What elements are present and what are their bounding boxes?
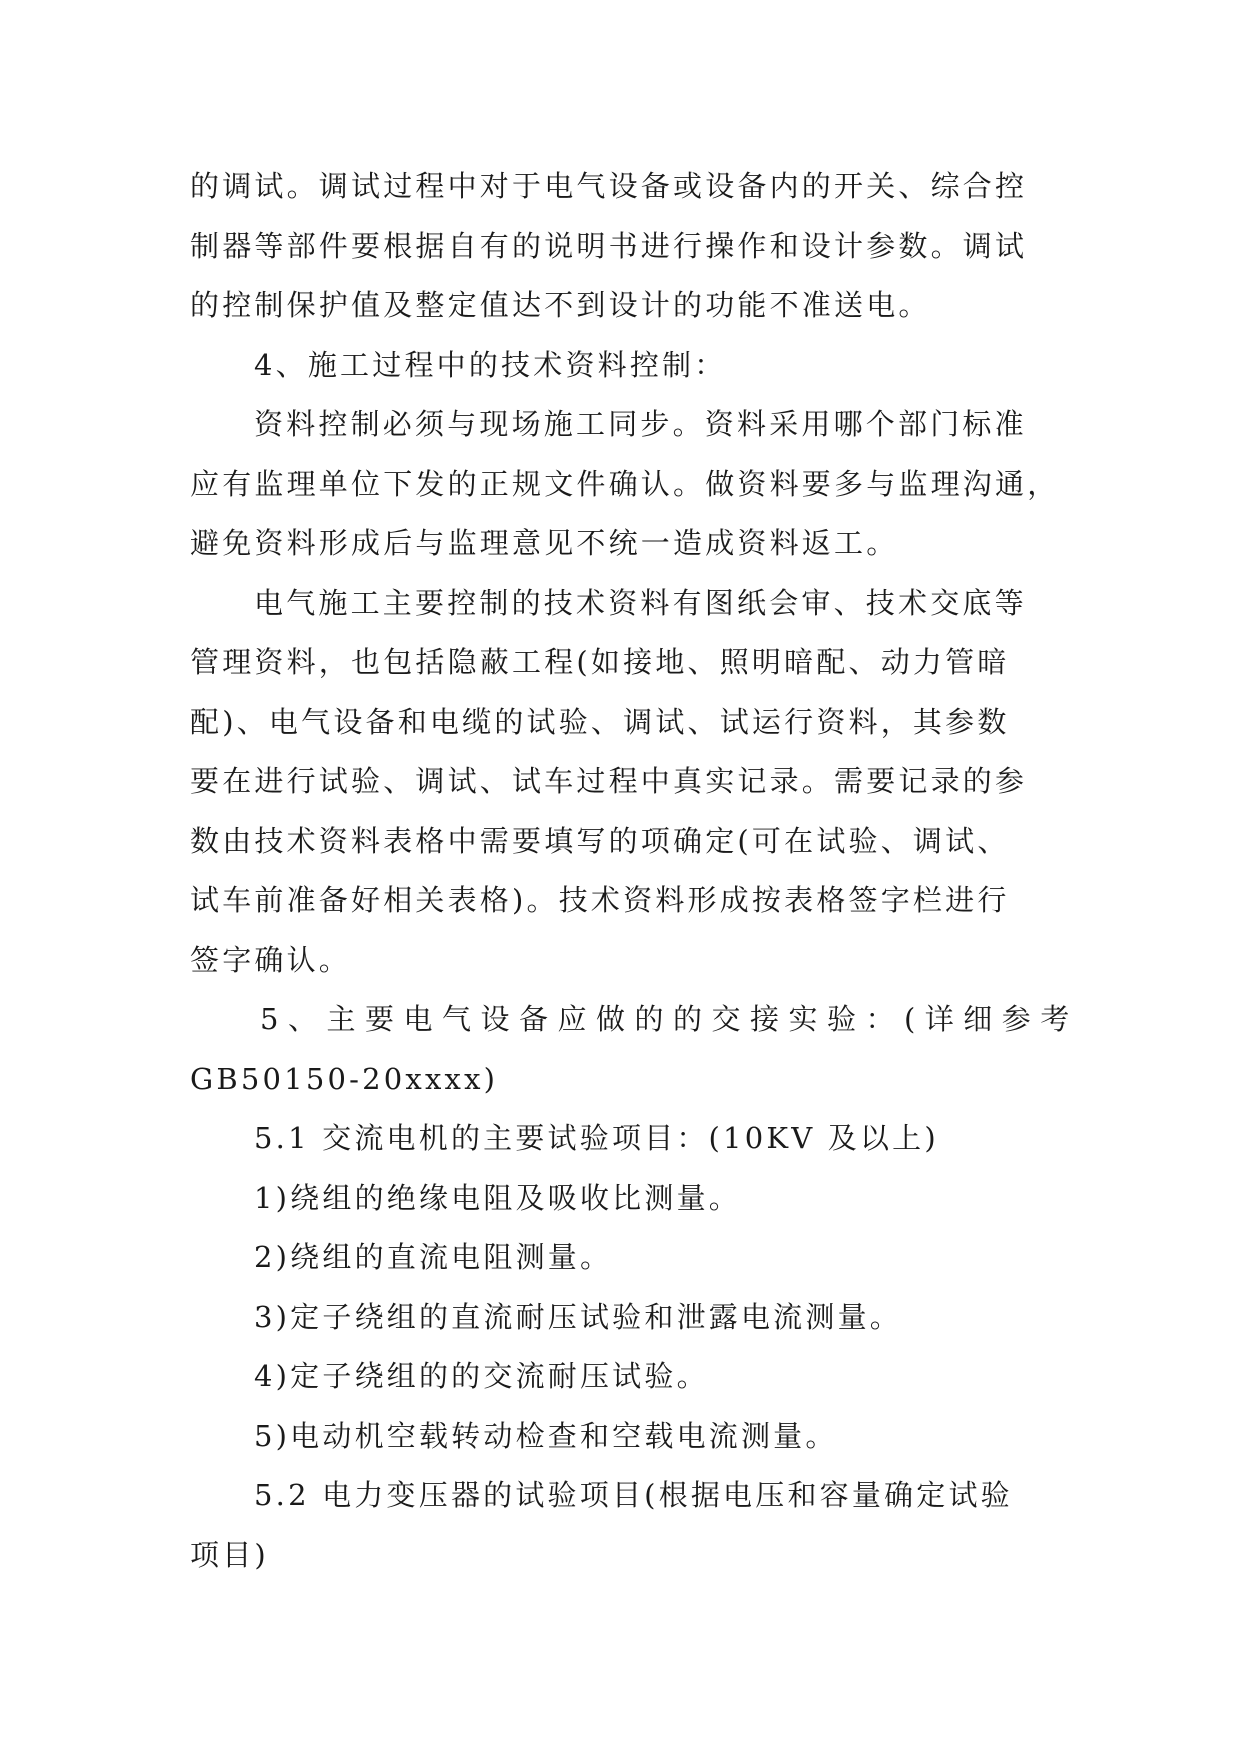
subsection-heading-5-1 (190, 1109, 1052, 1169)
text-line: 配)、电气设备和电缆的试验、调试、试运行资料，其参数 (190, 704, 1010, 739)
list-item-text: 5)电动机空载转动检查和空载电流测量。 (254, 1418, 838, 1453)
heading-text: GB50150-20xxxx) (190, 1061, 499, 1096)
heading-text: 5.2 电力变压器的试验项目(根据电压和容量确定试验 (254, 1478, 1013, 1512)
text-line: 要在进行试验、调试、试车过程中真实记录。需要记录的参 (190, 764, 1028, 798)
text-line: 签字确认。 (190, 942, 352, 977)
list-item (190, 1347, 1052, 1407)
heading-text: 项目) (190, 1537, 269, 1572)
text-line: 电气施工主要控制的技术资料有图纸会审、技术交底等 (254, 585, 1027, 620)
text-line: 制器等部件要根据自有的说明书进行操作和设计参数。调试 (190, 228, 1028, 263)
heading-text: 5.1 交流电机的主要试验项目：(10KV 及以上) (254, 1121, 939, 1155)
paragraph-debugging-continued (190, 157, 1052, 336)
text-line: 的调试。调试过程中对于电气设备或设备内的开关、综合控 (190, 169, 1028, 203)
section-heading-5 (190, 990, 1079, 1109)
text-line: 避免资料形成后与监理意见不统一造成资料返工。 (190, 526, 899, 560)
text-line: 数由技术资料表格中需要填写的项确定(可在试验、调试、 (190, 823, 1010, 858)
text-line: 管理资料，也包括隐蔽工程(如接地、照明暗配、动力管暗 (190, 645, 1010, 679)
list-item-text: 3)定子绕组的直流耐压试验和泄露电流测量。 (254, 1299, 902, 1334)
heading-text: 4、施工过程中的技术资料控制： (254, 347, 727, 382)
list-item-text: 2)绕组的直流电阻测量。 (254, 1240, 613, 1274)
text-line: 应有监理单位下发的正规文件确认。做资料要多与监理沟通， (190, 466, 1060, 501)
text-line: 试车前准备好相关表格)。技术资料形成按表格签字栏进行 (190, 883, 1010, 917)
list-item-text: 1)绕组的绝缘电阻及吸收比测量。 (254, 1180, 741, 1215)
paragraph-data-control (190, 395, 1060, 574)
text-line: 资料控制必须与现场施工同步。资料采用哪个部门标准 (254, 407, 1027, 441)
list-item (190, 1288, 1052, 1348)
list-item (190, 1228, 1052, 1288)
paragraph-technical-data (190, 574, 1052, 991)
subsection-heading-5-2 (190, 1466, 1052, 1585)
list-item (190, 1407, 1052, 1467)
document-body (190, 157, 1079, 1585)
list-item (190, 1169, 1052, 1229)
heading-text: 5、主要电气设备应做的的交接实验：(详细参考 (260, 1002, 1079, 1036)
list-item-text: 4)定子绕组的的交流耐压试验。 (254, 1359, 709, 1393)
text-line: 的控制保护值及整定值达不到设计的功能不准送电。 (190, 288, 931, 322)
section-heading-4 (190, 336, 1052, 396)
